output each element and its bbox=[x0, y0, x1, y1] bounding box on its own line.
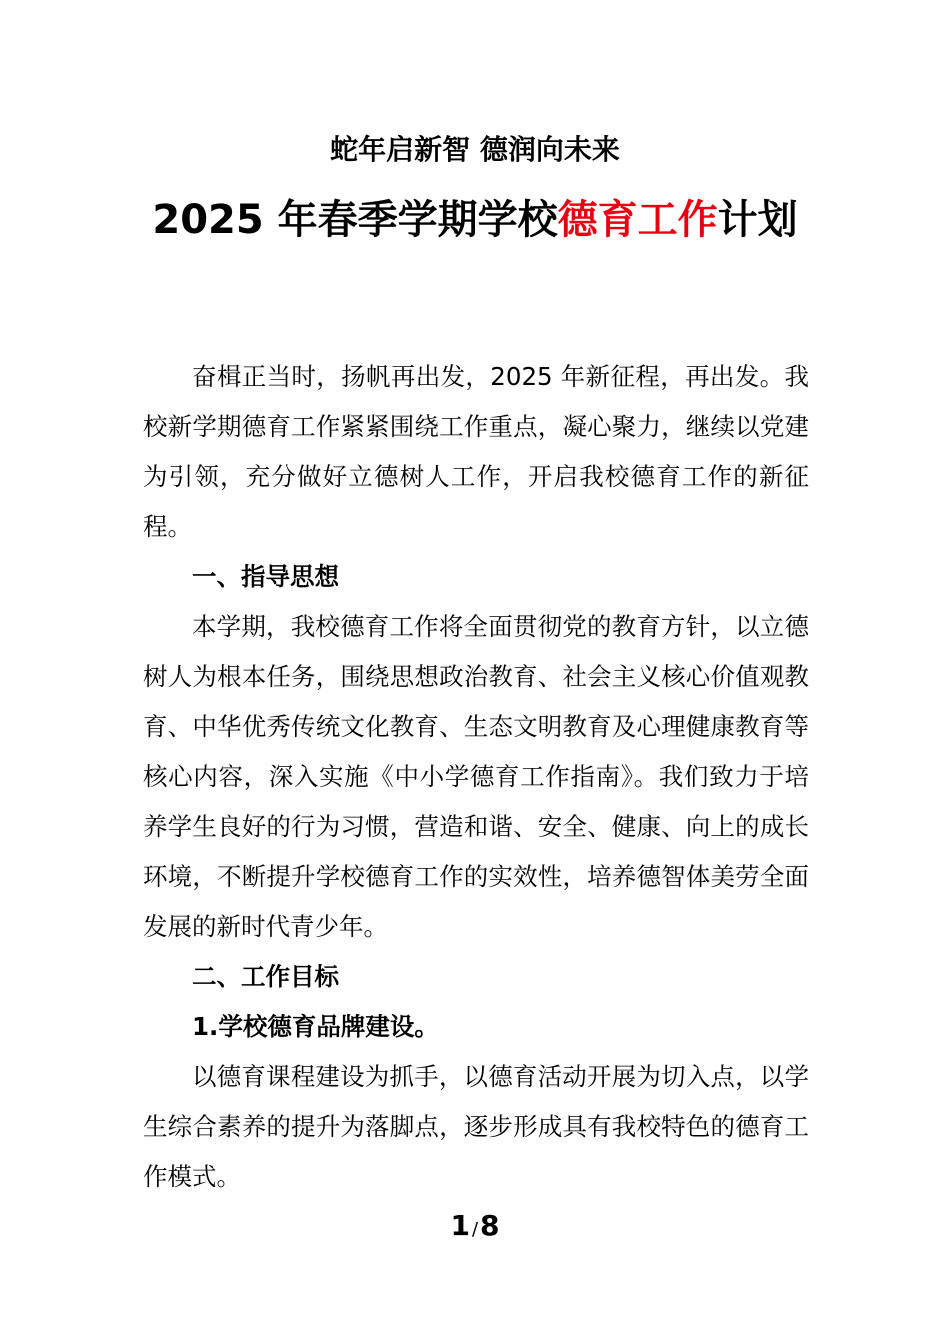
section-1-heading: 一、指导思想 bbox=[192, 562, 339, 591]
page-separator: / bbox=[471, 1219, 479, 1240]
document-subtitle: 蛇年启新智 德润向未来 bbox=[330, 133, 620, 166]
section-1-paragraph: 本学期，我校德育工作将全面贯彻党的教育方针，以立德树人为根本任务，围绕思想政治教育、社会主义核心价值观教育、中华优秀传统文化教育、生态文明教育及心理健康教育等核心内容，深入实施《中小学德育工作指南》。我们致力于培养学生良好的行为习惯，营造和谐、安全、健康、向上的成长环境，不断提升学校德育工作的实效性，培养德智体美劳全面发展的新时代青少年。 bbox=[143, 612, 809, 941]
page-current: 1 bbox=[450, 1209, 470, 1242]
intro-paragraph: 奋楫正当时，扬帆再出发，2025 年新征程，再出发。我校新学期德育工作紧紧围绕工作重点，凝心聚力，继续以党建为引领，充分做好立德树人工作，开启我校德育工作的新征程。 bbox=[143, 362, 809, 541]
section-2-heading: 二、工作目标 bbox=[192, 962, 339, 991]
page-number bbox=[0, 1206, 950, 1250]
title-part-1: 2025 年春季学期学校 bbox=[152, 197, 558, 243]
item-1-heading: 1.学校德育品牌建设。 bbox=[192, 1012, 439, 1041]
title-part-2: 计划 bbox=[717, 197, 798, 243]
document-title bbox=[140, 186, 810, 254]
title-highlight: 德育工作 bbox=[557, 197, 718, 243]
document-body bbox=[143, 352, 809, 1202]
page-total: 8 bbox=[480, 1209, 500, 1242]
item-1-paragraph: 以德育课程建设为抓手，以德育活动开展为切入点，以学生综合素养的提升为落脚点，逐步形成具有我校特色的德育工作模式。 bbox=[143, 1062, 809, 1191]
